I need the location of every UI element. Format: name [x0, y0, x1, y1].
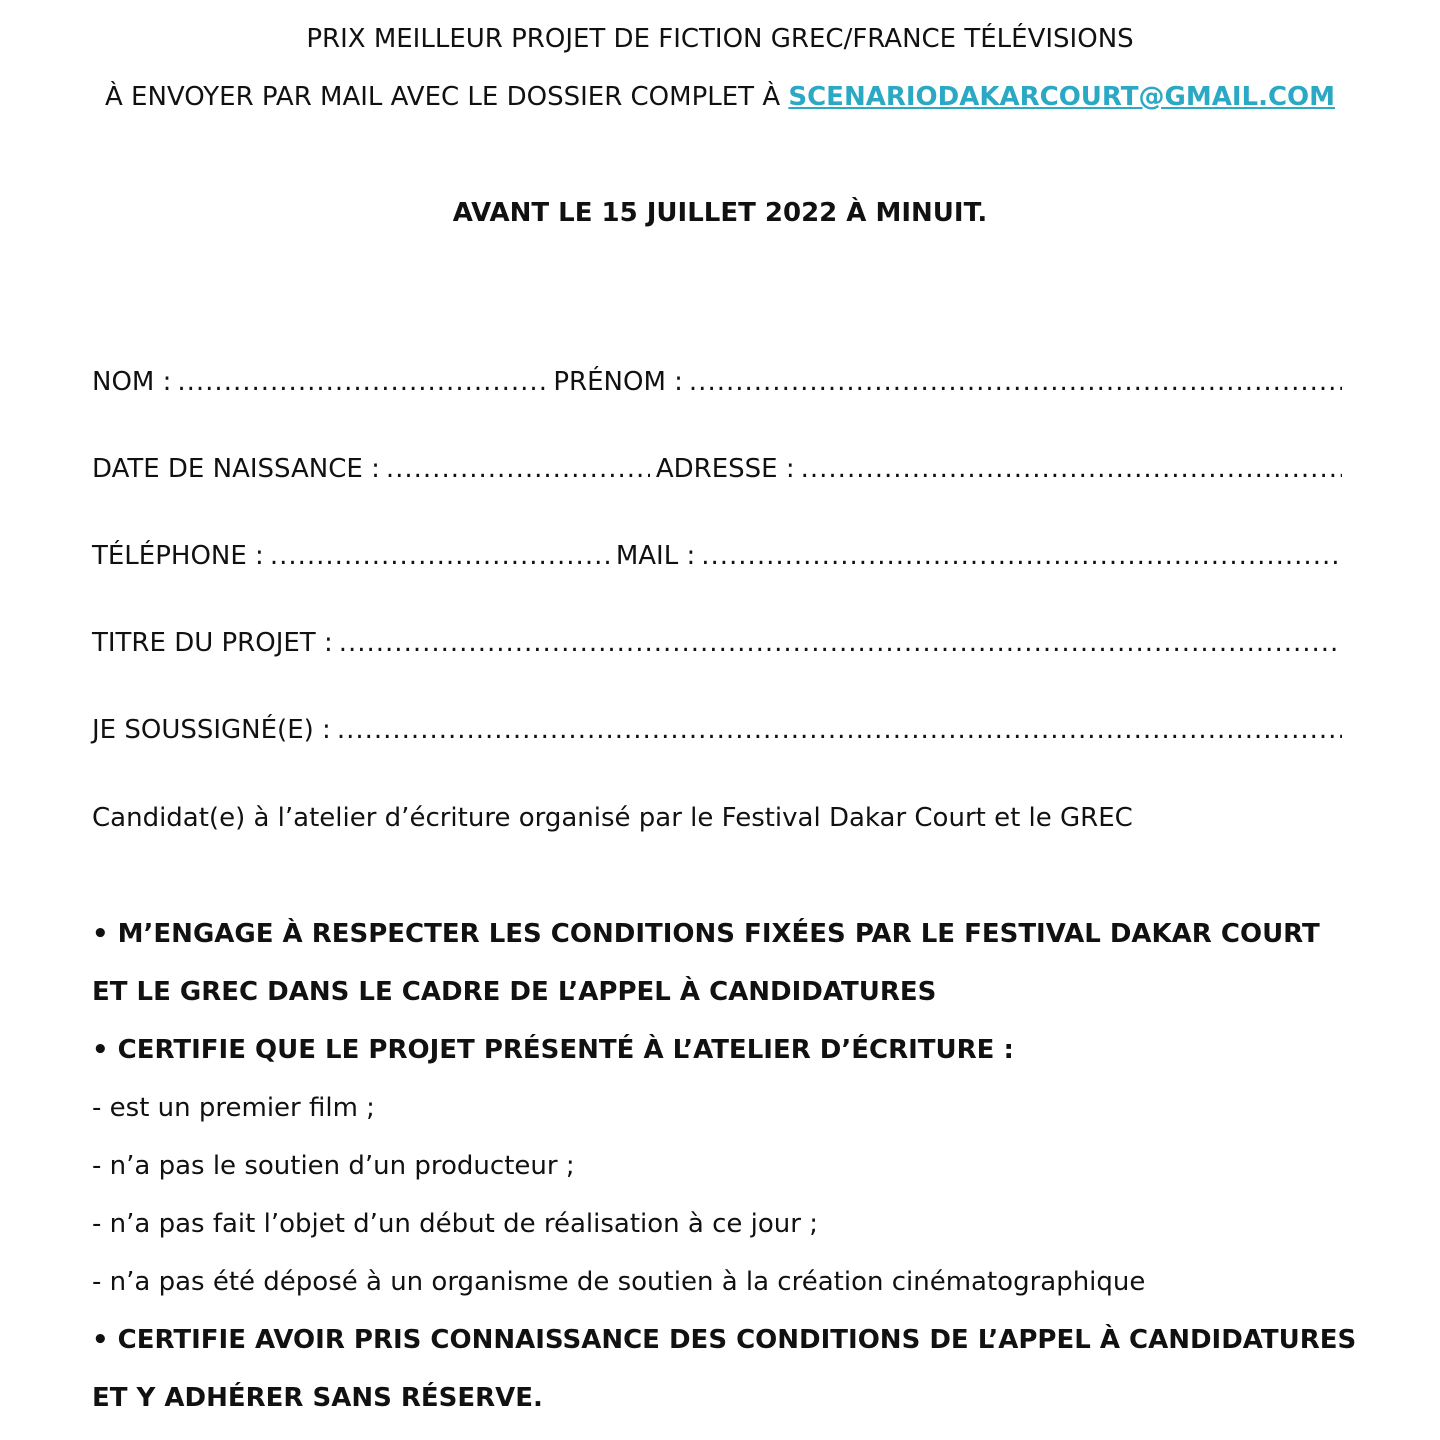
send-instructions: [0, 80, 1440, 114]
engage-line-2: ET LE GREC DANS LE CADRE DE L’APPEL À CANDIDATURES: [92, 977, 937, 1007]
condition-item: - n’a pas été déposé à un organisme de soutien à la création cinématographique: [92, 1267, 1146, 1297]
candidat-text: Candidat(e) à l’atelier d’écriture organisé par le Festival Dakar Court et le GREC: [92, 803, 1133, 833]
telephone-field[interactable]: [270, 539, 610, 573]
row-soussigne: [92, 713, 1348, 747]
row-nom-prenom: [92, 365, 1348, 399]
adresse-label: ADRESSE :: [655, 454, 795, 484]
nom-label: NOM :: [92, 367, 172, 397]
email-link[interactable]: SCENARIODAKARCOURT@GMAIL.COM: [788, 82, 1336, 112]
mail-field[interactable]: [701, 539, 1342, 573]
certifie-conn-line-1: • CERTIFIE AVOIR PRIS CONNAISSANCE DES CONDITIONS DE L’APPEL À CANDIDATURES: [92, 1325, 1357, 1355]
mail-label: MAIL :: [615, 541, 696, 571]
prenom-field[interactable]: [689, 365, 1342, 399]
prenom-label: PRÉNOM :: [553, 367, 683, 397]
document-title: PRIX MEILLEUR PROJET DE FICTION GREC/FRANCE TÉLÉVISIONS: [306, 24, 1134, 54]
row-titre: [92, 626, 1348, 660]
titre-field[interactable]: [339, 626, 1342, 660]
nom-field[interactable]: [177, 365, 547, 399]
engage-line-1: • M’ENGAGE À RESPECTER LES CONDITIONS FIXÉES PAR LE FESTIVAL DAKAR COURT: [92, 919, 1320, 949]
row-telephone-mail: [92, 539, 1348, 573]
titre-label: TITRE DU PROJET :: [92, 628, 333, 658]
deadline: AVANT LE 15 JUILLET 2022 À MINUIT.: [452, 198, 988, 228]
row-naissance-adresse: [92, 452, 1348, 486]
date-naissance-field[interactable]: [386, 452, 650, 486]
condition-item: - n’a pas fait l’objet d’un début de réalisation à ce jour ;: [92, 1209, 818, 1239]
adresse-field[interactable]: [801, 452, 1342, 486]
condition-item: - est un premier film ;: [92, 1093, 375, 1123]
soussigne-field[interactable]: [337, 713, 1342, 747]
condition-item: - n’a pas le soutien d’un producteur ;: [92, 1151, 575, 1181]
soussigne-label: JE SOUSSIGNÉ(E) :: [92, 715, 331, 745]
certifie-conn-line-2: ET Y ADHÉRER SANS RÉSERVE.: [92, 1383, 543, 1413]
telephone-label: TÉLÉPHONE :: [92, 541, 264, 571]
date-naissance-label: DATE DE NAISSANCE :: [92, 454, 380, 484]
certifie-projet-heading: • CERTIFIE QUE LE PROJET PRÉSENTÉ À L’ATELIER D’ÉCRITURE :: [92, 1035, 1014, 1065]
send-prefix: À ENVOYER PAR MAIL AVEC LE DOSSIER COMPLET À: [104, 82, 789, 112]
